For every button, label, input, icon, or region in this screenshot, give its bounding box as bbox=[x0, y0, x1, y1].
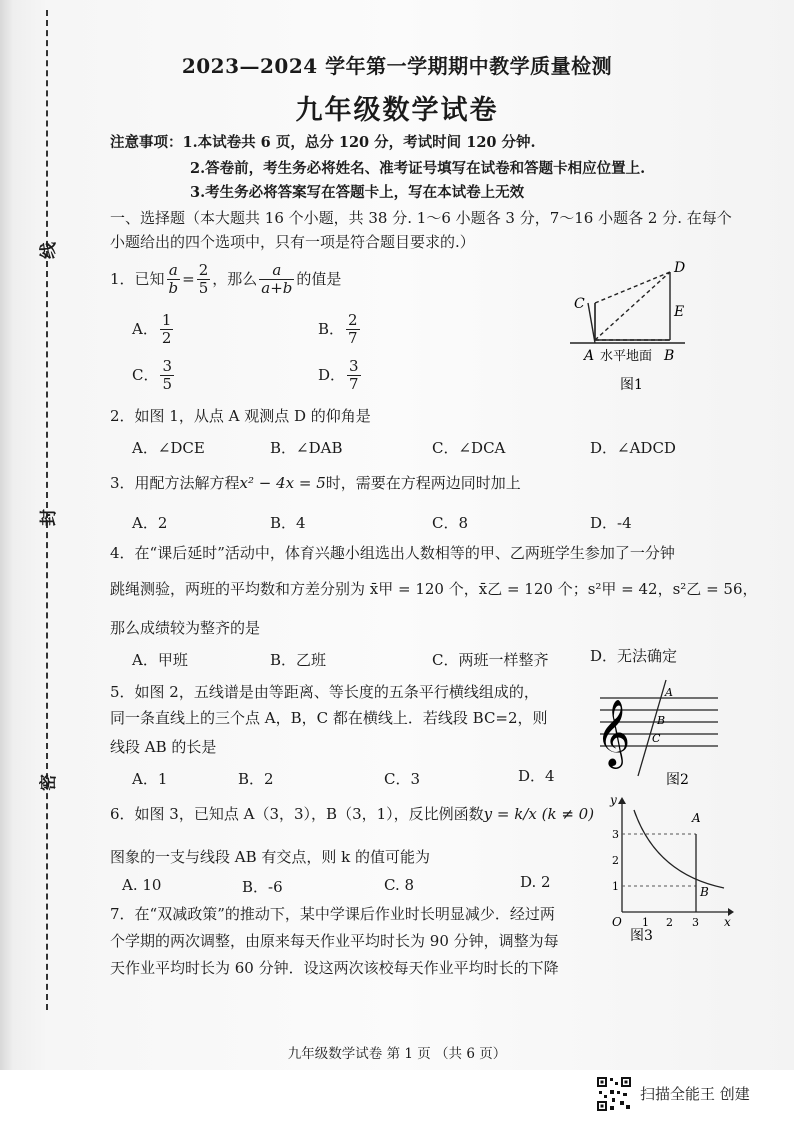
q1-option-d[interactable] bbox=[318, 358, 363, 394]
fig2-label-c: C bbox=[652, 732, 661, 745]
notes-item-1: 1.本试卷共 6 页，总分 120 分，考试时间 120 分钟. bbox=[182, 134, 536, 151]
fig2-label-a: A bbox=[665, 686, 673, 699]
fig1-label-d: D bbox=[674, 260, 686, 276]
q1-option-a[interactable] bbox=[132, 312, 175, 348]
q3-option-d[interactable]: D．-4 bbox=[590, 514, 632, 532]
frac-num: 3 bbox=[162, 357, 173, 375]
section1-heading-line2: 小题给出的四个选项中，只有一项是符合题目要求的.） bbox=[110, 233, 475, 251]
fig3-ytick-3: 3 bbox=[612, 828, 619, 841]
fig2-label-b: B bbox=[657, 714, 666, 727]
q2-option-c[interactable]: C．∠DCA bbox=[432, 439, 506, 457]
q6-option-d[interactable]: D. 2 bbox=[520, 873, 551, 891]
cd-top-dashed bbox=[595, 272, 670, 303]
figure-1-diagram bbox=[560, 258, 700, 398]
q1-prefix: 1．已知 bbox=[110, 269, 165, 288]
page-edge-shadow bbox=[0, 0, 14, 1070]
q6-line1 bbox=[110, 803, 594, 826]
fig3-xtick-1: 1 bbox=[642, 916, 649, 929]
qr-code-icon bbox=[596, 1076, 632, 1112]
y-axis-arrow-icon bbox=[618, 797, 626, 804]
q2-stem: 2．如图 1，从点 A 观测点 D 的仰角是 bbox=[110, 407, 371, 425]
q7-line1: 7．在“双减政策”的推动下，某中学课后作业时长明显减少．经过两 bbox=[110, 905, 555, 923]
q5-line1: 5．如图 2，五线谱是由等距离、等长度的五条平行横线组成的， bbox=[110, 683, 539, 701]
q4-option-a[interactable]: A．甲班 bbox=[132, 651, 188, 669]
q4-option-b[interactable]: B．乙班 bbox=[270, 651, 327, 669]
q1-target-fraction bbox=[259, 262, 294, 298]
q2-option-b[interactable]: B．∠DAB bbox=[270, 439, 343, 457]
treble-clef-icon: 𝄞 bbox=[596, 698, 631, 766]
q6-option-b[interactable]: B．-6 bbox=[242, 878, 283, 896]
q5-option-a[interactable]: A．1 bbox=[132, 770, 168, 788]
q4-line3: 那么成绩较为整齐的是 bbox=[110, 619, 261, 637]
option-fraction bbox=[346, 312, 360, 348]
fig1-ground-label: 水平地面 bbox=[600, 349, 653, 364]
exam-subtitle: 九年级数学试卷 bbox=[295, 95, 499, 126]
q1-given-ratio bbox=[197, 262, 211, 298]
q2-option-a[interactable]: A．∠DCE bbox=[132, 439, 205, 457]
q6-line2: 图象的一支与线段 AB 有交点，则 k 的值可能为 bbox=[110, 848, 431, 866]
page-footer: 九年级数学试卷 第 1 页 （共 6 页） bbox=[287, 1046, 507, 1062]
frac-den: 7 bbox=[348, 329, 358, 348]
margin-char-xian: 线 bbox=[39, 242, 59, 259]
q3-stem-post: 时，需要在方程两边同时加上 bbox=[325, 474, 521, 492]
ac-line bbox=[588, 303, 595, 343]
q5-option-c[interactable]: C．3 bbox=[384, 770, 421, 788]
equals-sign: = bbox=[182, 269, 195, 288]
notes-block bbox=[110, 131, 536, 152]
fig3-label-y: y bbox=[610, 793, 617, 807]
q5-option-b[interactable]: B．2 bbox=[238, 770, 274, 788]
q7-line2: 个学期的两次调整，由原来每天作业平均时长为 90 分钟，调整为每 bbox=[110, 932, 559, 950]
q2-option-d[interactable]: D．∠ADCD bbox=[590, 439, 676, 457]
option-label: B． bbox=[318, 319, 345, 338]
q6-option-a[interactable]: A. 10 bbox=[122, 876, 162, 894]
fig3-label-b: B bbox=[700, 885, 709, 899]
figure-2-diagram bbox=[594, 672, 724, 792]
cd-dashed bbox=[595, 272, 670, 340]
notes-label: 注意事项： bbox=[110, 134, 183, 151]
q3-option-b[interactable]: B．4 bbox=[270, 514, 306, 532]
option-label: A． bbox=[132, 319, 158, 338]
frac-den: 5 bbox=[162, 375, 173, 394]
fig2-caption: 图2 bbox=[666, 772, 689, 788]
frac-num: a bbox=[167, 262, 181, 280]
frac-den: 7 bbox=[349, 375, 359, 394]
q4-option-d[interactable]: D．无法确定 bbox=[590, 647, 678, 665]
fig3-ytick-1: 1 bbox=[612, 880, 619, 893]
q5-line3: 线段 AB 的长是 bbox=[110, 738, 217, 756]
fig3-label-a: A bbox=[692, 811, 701, 825]
margin-char-feng: 封 bbox=[39, 509, 59, 526]
frac-den: 5 bbox=[198, 279, 209, 298]
q7-line3: 天作业平均时长为 60 分钟．设这两次该校每天作业平均时长的下降 bbox=[110, 959, 559, 977]
q5-line2: 同一条直线上的三个点 A，B，C 都在横线上．若线段 BC=2，则 bbox=[110, 709, 548, 727]
q6-line1-pre: 6．如图 3，已知点 A（3，3），B（3，1），反比例函数 bbox=[110, 805, 484, 823]
q1-suffix: 的值是 bbox=[296, 269, 342, 288]
q4-line1: 4．在“课后延时”活动中，体育兴趣小组选出人数相等的甲、乙两班学生参加了一分钟 bbox=[110, 544, 675, 562]
exam-title: 2023—2024 学年第一学期期中教学质量检测 bbox=[181, 54, 613, 78]
q3-option-c[interactable]: C．8 bbox=[432, 514, 469, 532]
fig3-label-x: x bbox=[724, 915, 731, 929]
fig1-label-e: E bbox=[674, 304, 685, 320]
fig1-label-b: B bbox=[664, 348, 675, 364]
notes-item-2: 2.答卷前，考生务必将姓名、准考证号填写在试卷和答题卡相应位置上. bbox=[190, 160, 646, 177]
frac-num: a bbox=[259, 262, 294, 280]
q3-stem-pre: 3．用配方法解方程 bbox=[110, 474, 240, 492]
q3-equation: x² − 4x = 5 bbox=[239, 474, 326, 492]
q1-option-b[interactable] bbox=[318, 312, 362, 348]
fig3-xtick-2: 2 bbox=[666, 916, 673, 929]
hyperbola-branch bbox=[634, 810, 724, 888]
frac-num: 1 bbox=[161, 311, 172, 329]
fig1-caption: 图1 bbox=[620, 377, 643, 393]
fig1-label-c: C bbox=[574, 296, 585, 312]
q1-mid: ，那么 bbox=[212, 269, 258, 288]
section1-heading-line1: 一、选择题（本大题共 16 个小题，共 38 分. 1～6 小题各 3 分，7～16 小题各 2 分. 在每个 bbox=[110, 209, 732, 227]
q5-option-d[interactable]: D．4 bbox=[518, 767, 555, 785]
q1-option-c[interactable] bbox=[132, 358, 176, 394]
frac-den: b bbox=[168, 279, 179, 298]
option-label: D． bbox=[318, 365, 346, 384]
q4-line2: 跳绳测验，两班的平均数和方差分别为 x̄甲 = 120 个，x̄乙 = 120 个；s²甲 = 42，s²乙 = 56， bbox=[110, 580, 758, 598]
notes-item-3: 3.考生务必将答案写在答题卡上，写在本试卷上无效 bbox=[190, 184, 525, 201]
figure-3-diagram bbox=[596, 792, 736, 942]
q6-option-c[interactable]: C. 8 bbox=[384, 876, 415, 894]
fig3-label-origin: O bbox=[612, 915, 622, 929]
scanner-watermark: 扫描全能王 创建 bbox=[640, 1085, 750, 1103]
option-fraction bbox=[347, 358, 361, 394]
q4-option-c[interactable]: C．两班一样整齐 bbox=[432, 651, 549, 669]
fig3-caption: 图3 bbox=[630, 928, 653, 942]
fig3-ytick-2: 2 bbox=[612, 854, 619, 867]
margin-char-mi: 密 bbox=[39, 774, 59, 791]
frac-num: 3 bbox=[349, 357, 359, 375]
frac-num: 2 bbox=[348, 311, 358, 329]
fig1-label-a: A bbox=[584, 348, 595, 364]
slanted-line bbox=[638, 680, 666, 776]
option-label: C． bbox=[132, 365, 159, 384]
frac-num: 2 bbox=[198, 261, 209, 279]
option-fraction bbox=[160, 358, 174, 394]
fig3-xtick-3: 3 bbox=[692, 916, 699, 929]
q3-option-a[interactable]: A．2 bbox=[132, 514, 168, 532]
q6-function: y = k/x (k ≠ 0) bbox=[483, 805, 595, 823]
q3-stem bbox=[110, 472, 521, 495]
frac-den: a+b bbox=[261, 279, 293, 298]
option-fraction bbox=[160, 312, 174, 348]
frac-den: 2 bbox=[161, 329, 172, 348]
q1-stem bbox=[110, 262, 341, 298]
q1-given-fraction bbox=[167, 262, 181, 298]
